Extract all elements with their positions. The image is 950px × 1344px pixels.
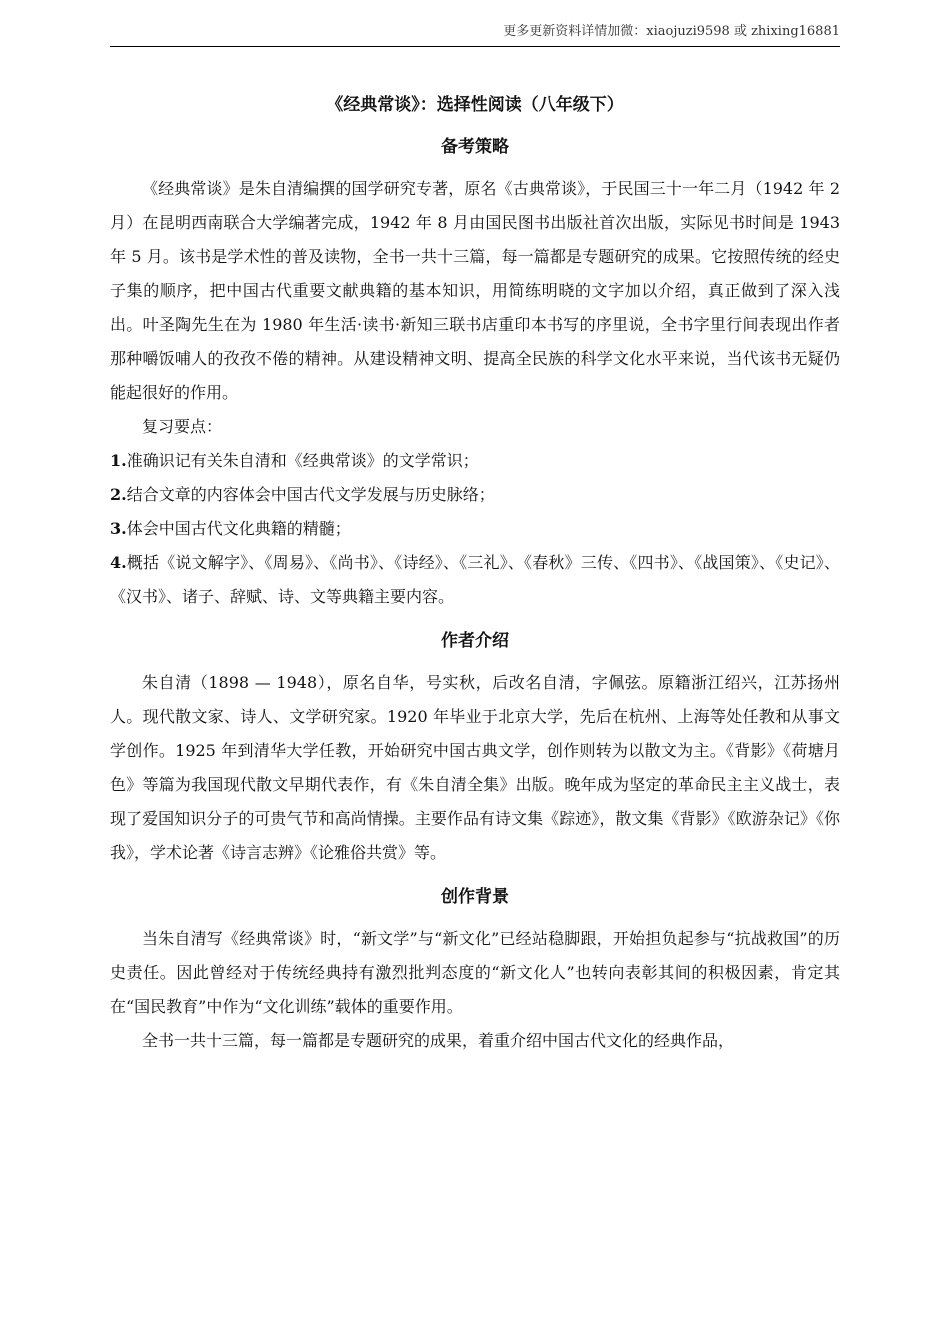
review-point-number: 2.: [110, 485, 127, 504]
section-heading-author: 作者介绍: [441, 631, 509, 651]
review-point: [110, 478, 840, 512]
document-title: 《经典常谈》：选择性阅读（八年级下）: [326, 95, 624, 115]
background-paragraph-1: 当朱自清写《经典常谈》时，“新文学”与“新文化”已经站稳脚跟，开始担负起参与“抗战救国”的历史责任。因此曾经对于传统经典持有激烈批判态度的“新文化人”也转向表彰其间的积极因素，肯定其在“国民教育”中作为“文化训练”载体的重要作用。: [110, 929, 840, 1016]
background-paragraph-2: 全书一共十三篇，每一篇都是专题研究的成果，着重介绍中国古代文化的经典作品，: [142, 1031, 735, 1050]
review-point-number: 1.: [110, 451, 127, 470]
strategy-intro-paragraph: 《经典常谈》是朱自清编撰的国学研究专著，原名《古典常谈》，于民国三十一年二月（1942 年 2 月）在昆明西南联合大学编著完成，1942 年 8 月由国民图书出版社首次出版，实际见书时间是 1943 年 5 月。该书是学术性的普及读物，全书一共十三篇，每一篇都是专题研究的成果。它按照传统的经史子集的顺序，把中国古代重要文献典籍的基本知识，用简练明晓的文字加以介绍，真正做到了深入浅出。叶圣陶先生在为 1980 年生活·读书·新知三联书店重印本书写的序里说，全书字里行间表现出作者那种嚼饭哺人的孜孜不倦的精神。从建设精神文明、提高全民族的科学文化水平来说，当代该书无疑仍能起很好的作用。: [110, 179, 840, 402]
review-point: [110, 512, 840, 546]
review-label: 复习要点：: [142, 417, 223, 436]
section-heading-background: 创作背景: [441, 887, 509, 907]
review-point-text: 结合文章的内容体会中国古代文学发展与历史脉络；: [126, 485, 495, 504]
header-note: 更多更新资料详情加微：xiaojuzi9598 或 zhixing16881: [503, 24, 840, 39]
document-body: [110, 92, 840, 1058]
review-point: [110, 444, 840, 478]
review-point-text: 准确识记有关朱自清和《经典常谈》的文学常识；: [126, 451, 479, 470]
section-heading-strategy: 备考策略: [441, 137, 509, 157]
review-point-text: 体会中国古代文化典籍的精髓；: [126, 519, 351, 538]
review-point-text: 概括《说文解字》、《周易》、《尚书》、《诗经》、《三礼》、《春秋》三传、《四书》、《战国策》、《史记》、《汉书》、诸子、辞赋、诗、文等典籍主要内容。: [110, 553, 840, 606]
author-paragraph: 朱自清（1898 — 1948），原名自华，号实秋，后改名自清，字佩弦。原籍浙江绍兴，江苏扬州人。现代散文家、诗人、文学研究家。1920 年毕业于北京大学，先后在杭州、上海等处任教和从事文学创作。1925 年到清华大学任教，开始研究中国古典文学，创作则转为以散文为主。《背影》《荷塘月色》等篇为我国现代散文早期代表作，有《朱自清全集》出版。晚年成为坚定的革命民主主义战士，表现了爱国知识分子的可贵气节和高尚情操。主要作品有诗文集《踪迹》，散文集《背影》《欧游杂记》《你我》，学术论著《诗言志辨》《论雅俗共赏》等。: [110, 673, 840, 862]
review-point: [110, 546, 840, 614]
review-point-number: 3.: [110, 519, 127, 538]
page-header: [110, 22, 840, 47]
review-point-number: 4.: [110, 553, 127, 572]
